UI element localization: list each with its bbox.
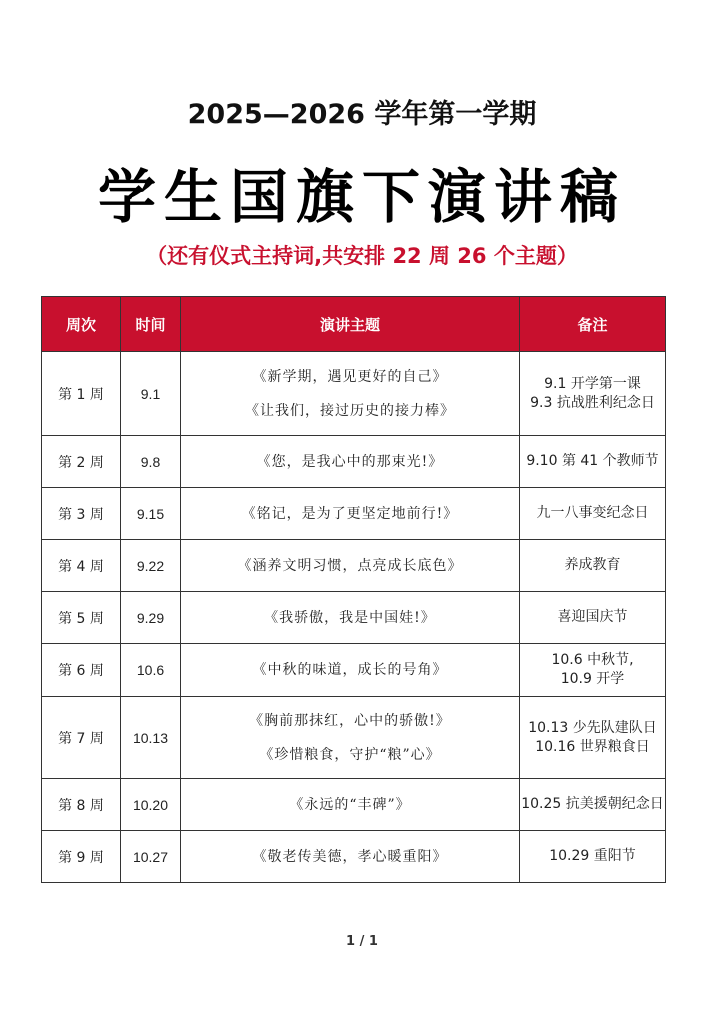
topic-cell	[181, 540, 520, 592]
note-text: 9.3 抗战胜利纪念日	[530, 394, 655, 411]
speech-topic: 《新学期，遇见更好的自己》	[252, 368, 448, 385]
speech-topic: 《涵养文明习惯，点亮成长底色》	[237, 557, 463, 574]
note-text: 9.10 第 41 个教师节	[526, 453, 659, 469]
table-row	[42, 488, 666, 540]
speech-topic: 《胸前那抹红，心中的骄傲!》	[249, 712, 451, 729]
column-header-date: 时间	[121, 297, 181, 352]
note-cell	[520, 436, 666, 488]
table-row	[42, 352, 666, 436]
speech-schedule-table	[41, 296, 666, 883]
speech-topic: 《中秋的味道，成长的号角》	[252, 662, 448, 678]
table-row	[42, 540, 666, 592]
topic-cell	[181, 831, 520, 883]
document-subtitle: 2025—2026 学年第一学期	[187, 99, 537, 130]
topic-cell	[181, 436, 520, 488]
table-header-row	[42, 297, 666, 352]
table-body	[42, 352, 666, 883]
note-cell	[520, 697, 666, 779]
note-text: 九一八事变纪念日	[536, 505, 649, 521]
column-header-topic: 演讲主题	[181, 297, 520, 352]
note-cell	[520, 540, 666, 592]
note-cell	[520, 352, 666, 436]
note-text: 10.16 世界粮食日	[535, 738, 650, 755]
date-cell: 10.27	[121, 831, 181, 883]
topic-cell	[181, 592, 520, 644]
speech-topic: 《铭记，是为了更坚定地前行!》	[241, 505, 459, 522]
topic-cell	[181, 488, 520, 540]
date-cell: 9.1	[121, 352, 181, 436]
date-cell: 9.22	[121, 540, 181, 592]
table-row	[42, 779, 666, 831]
date-cell: 10.20	[121, 779, 181, 831]
week-cell: 第 7 周	[42, 697, 121, 779]
table-row	[42, 644, 666, 697]
note-text: 10.13 少先队建队日	[528, 719, 657, 736]
note-cell	[520, 488, 666, 540]
note-text: 10.25 抗美援朝纪念日	[521, 796, 664, 812]
table-row	[42, 697, 666, 779]
page-number: 1 / 1	[346, 934, 378, 949]
note-cell	[520, 592, 666, 644]
date-cell: 10.13	[121, 697, 181, 779]
note-text: 喜迎国庆节	[557, 609, 628, 625]
column-header-note: 备注	[520, 297, 666, 352]
column-header-week: 周次	[42, 297, 121, 352]
note-text: 10.6 中秋节,	[551, 652, 634, 668]
speech-topic: 《您，是我心中的那束光!》	[256, 453, 444, 470]
date-cell: 9.8	[121, 436, 181, 488]
note-cell	[520, 831, 666, 883]
week-cell: 第 1 周	[42, 352, 121, 436]
note-text: 10.29 重阳节	[549, 848, 636, 864]
note-text: 养成教育	[564, 557, 621, 573]
week-cell: 第 5 周	[42, 592, 121, 644]
document-note: （还有仪式主持词,共安排 22 周 26 个主题）	[146, 244, 578, 268]
week-cell: 第 3 周	[42, 488, 121, 540]
table-row	[42, 592, 666, 644]
speech-topic: 《让我们，接过历史的接力棒》	[245, 402, 455, 419]
speech-topic: 《敬老传美德，孝心暖重阳》	[252, 848, 448, 865]
table-row	[42, 831, 666, 883]
week-cell: 第 2 周	[42, 436, 121, 488]
topic-cell	[181, 697, 520, 779]
speech-topic: 《我骄傲，我是中国娃!》	[264, 609, 436, 626]
topic-cell	[181, 352, 520, 436]
date-cell: 10.6	[121, 644, 181, 697]
document-title: 学生国旗下演讲稿	[97, 163, 626, 231]
week-cell: 第 4 周	[42, 540, 121, 592]
week-cell: 第 8 周	[42, 779, 121, 831]
note-cell	[520, 779, 666, 831]
week-cell: 第 6 周	[42, 644, 121, 697]
speech-topic: 《永远的“丰碑”》	[289, 796, 411, 813]
topic-cell	[181, 644, 520, 697]
week-cell: 第 9 周	[42, 831, 121, 883]
note-text: 10.9 开学	[560, 671, 625, 687]
topic-cell	[181, 779, 520, 831]
date-cell: 9.15	[121, 488, 181, 540]
table-row	[42, 436, 666, 488]
speech-topic: 《珍惜粮食，守护“粮”心》	[259, 746, 441, 763]
note-text: 9.1 开学第一课	[544, 375, 641, 392]
date-cell: 9.29	[121, 592, 181, 644]
note-cell	[520, 644, 666, 697]
